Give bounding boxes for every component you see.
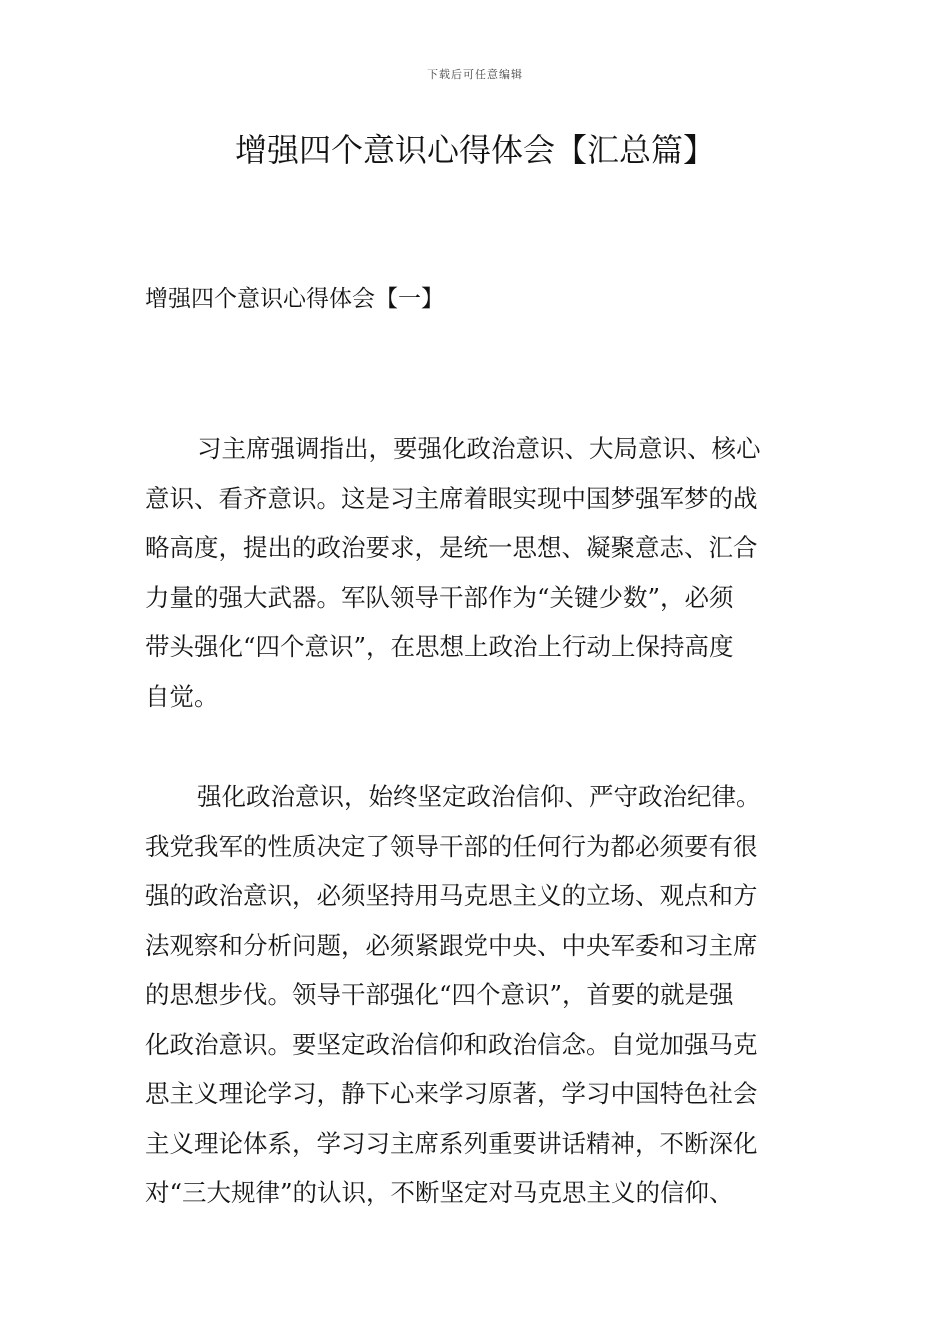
paragraph-line: 自觉。 xyxy=(145,681,219,711)
header-note: 下载后可任意编辑 xyxy=(427,68,523,81)
paragraph-line: 力量的强大武器。军队领导干部作为“关键少数”，必须 xyxy=(145,582,734,612)
paragraph-line: 强的政治意识，必须坚持用马克思主义的立场、观点和方 xyxy=(145,881,758,910)
section-heading: 增强四个意识心得体会【一】 xyxy=(145,286,444,312)
paragraph-line: 我党我军的性质决定了领导干部的任何行为都必须要有很 xyxy=(145,831,758,861)
paragraph-1 xyxy=(145,424,810,721)
paragraph-line: 对“三大规律”的认识，不断坚定对马克思主义的信仰、 xyxy=(145,1178,734,1207)
paragraph-line: 带头强化“四个意识”，在思想上政治上行动上保持高度 xyxy=(145,632,734,661)
paragraph-line: 习主席强调指出，要强化政治意识、大局意识、核心 xyxy=(197,434,761,463)
paragraph-2 xyxy=(145,772,810,1218)
paragraph-line: 意识、看齐意识。这是习主席着眼实现中国梦强军梦的战 xyxy=(145,483,758,513)
paragraph-line: 思主义理论学习，静下心来学习原著，学习中国特色社会 xyxy=(145,1079,758,1108)
paragraph-line: 主义理论体系，学习习主席系列重要讲话精神，不断深化 xyxy=(145,1128,758,1158)
paragraph-line: 化政治意识。要坚定政治信仰和政治信念。自觉加强马克 xyxy=(145,1029,758,1059)
document-title: 增强四个意识心得体会【汇总篇】 xyxy=(234,131,715,169)
paragraph-line: 略高度，提出的政治要求，是统一思想、凝聚意志、汇合 xyxy=(145,533,758,562)
paragraph-line: 的思想步伐。领导干部强化“四个意识”，首要的就是强 xyxy=(145,980,734,1009)
paragraph-line: 强化政治意识，始终坚定政治信仰、严守政治纪律。 xyxy=(197,782,761,811)
paragraph-line: 法观察和分析问题，必须紧跟党中央、中央军委和习主席 xyxy=(145,930,758,960)
